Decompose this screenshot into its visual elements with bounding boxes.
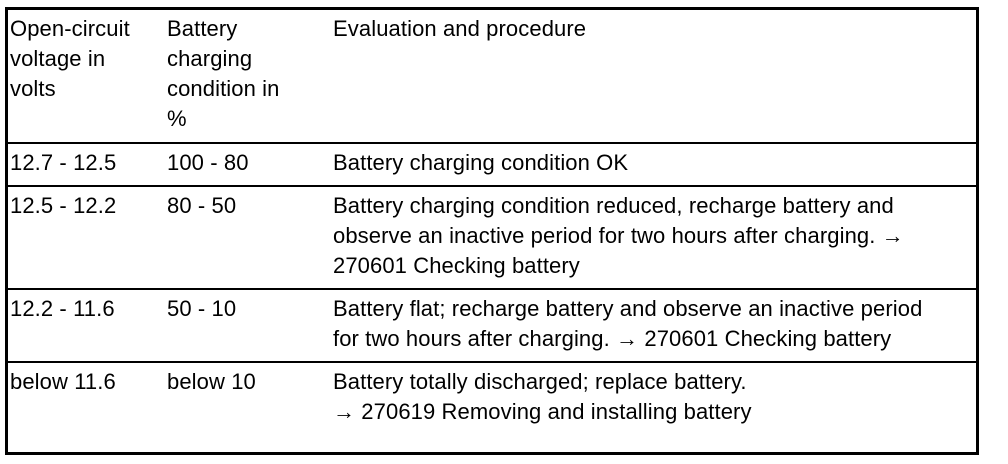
table-header-row (8, 10, 976, 143)
evaluation-text: Battery charging condition OK (333, 150, 629, 175)
evaluation-cell (331, 186, 976, 289)
header-evaluation: Evaluation and procedure (333, 16, 587, 41)
voltage-cell: 12.2 - 11.6 (8, 289, 165, 362)
battery-voltage-table (5, 7, 979, 455)
table-row (8, 289, 976, 362)
voltage-cell: 12.5 - 12.2 (8, 186, 165, 289)
charge-cell: 80 - 50 (165, 186, 331, 289)
voltage-cell: below 11.6 (8, 362, 165, 434)
charge-cell: 50 - 10 (165, 289, 331, 362)
evaluation-cell (331, 143, 976, 186)
evaluation-cell (331, 362, 976, 434)
charge-cell: 100 - 80 (165, 143, 331, 186)
header-charge: Battery charging condition in % (167, 16, 280, 131)
table-row (8, 143, 976, 186)
evaluation-text: Battery totally discharged; replace battery. (333, 369, 747, 394)
reference-text: → 270601 Checking battery (333, 223, 904, 278)
header-voltage: Open-circuit voltage in volts (10, 16, 130, 101)
table-row (8, 186, 976, 289)
reference-text: → 270619 Removing and installing battery (333, 399, 752, 424)
evaluation-text: Battery flat; recharge battery and observe an inactive period for two hours after charging. (333, 296, 923, 351)
charge-cell: below 10 (165, 362, 331, 434)
evaluation-text: Battery charging condition reduced, recharge battery and observe an inactive period for two hours after charging. (333, 193, 894, 248)
reference-text: → 270601 Checking battery (616, 326, 892, 351)
voltage-cell: 12.7 - 12.5 (8, 143, 165, 186)
table-row (8, 362, 976, 434)
evaluation-cell (331, 289, 976, 362)
table (8, 10, 976, 434)
